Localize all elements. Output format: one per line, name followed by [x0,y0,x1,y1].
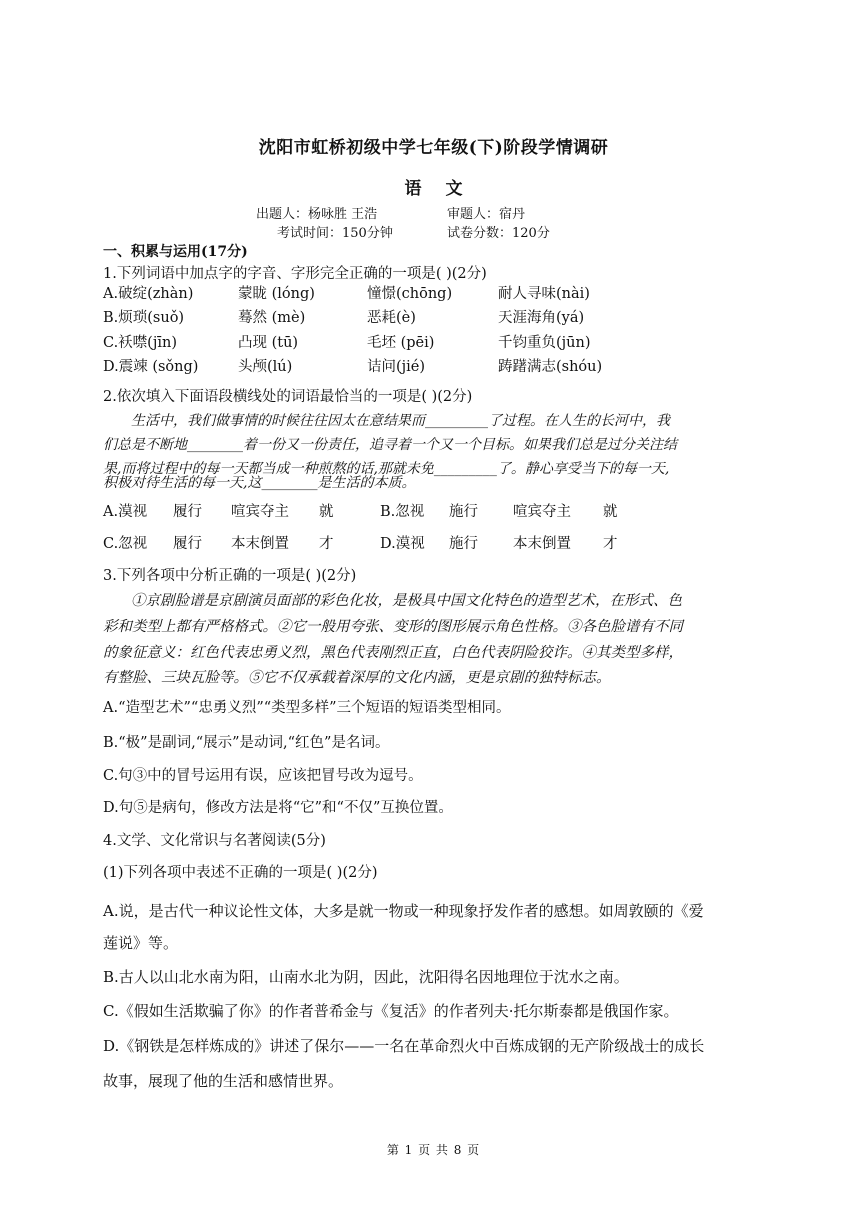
q2-option-word: 喧宾夺主 [231,504,289,520]
q3-passage-line: 彩和类型上都有严格格式。②它一般用夸张、变形的图形展示角色性格。③各色脸谱有不同 [103,619,683,635]
q2-option-word: 施行 [449,504,478,520]
exam-title: 沈阳市虹桥初级中学七年级(下)阶段学情调研 [258,138,609,158]
q1-option-cell: 诘问(jié) [367,359,426,375]
q4-option-continued: 莲说》等。 [103,934,179,952]
q2-option-word: 就 [603,504,618,520]
q2-option-word: 就 [319,504,334,520]
q2-option-word: 施行 [449,536,478,552]
q1-option-cell: D.震竦 (sǒng) [103,359,199,375]
q2-stem: 2.依次填入下面语段横线处的词语最恰当的一项是( )(2分) [103,389,473,405]
q4-sub1-stem: (1)下列各项中表述不正确的一项是( )(2分) [103,865,378,881]
q3-passage-line: 有整脸、三块瓦脸等。⑤它不仅承载着深厚的文化内涵，更是京剧的独特标志。 [103,670,611,686]
section-heading: 一、积累与运用(17分) [103,244,248,260]
q3-passage-line: 的象征意义：红色代表忠勇义烈，黑色代表刚烈正直，白色代表阴险狡诈。④其类型多样， [103,645,683,661]
q1-option-cell: 毛坯 (pēi) [367,335,435,351]
exam-score: 试卷分数：120分 [447,226,550,241]
q2-option-word: 履行 [173,536,202,552]
q2-option-word: 才 [603,536,618,552]
q1-stem: 1.下列词语中加点字的字音、字形完全正确的一项是( )(2分) [103,266,487,282]
q1-option-cell: C.袄噤(jīn) [103,335,177,351]
q1-option-cell: 头颅(lú) [238,359,293,375]
q2-option-word: 才 [319,536,334,552]
q1-option-cell: 耐人寻味(nài) [498,286,590,302]
q4-option: A.说，是古代一种议论性文体，大多是就一物或一种现象抒发作者的感想。如周敦颐的《爱 [103,902,704,920]
q3-option: C.句③中的冒号运用有误，应该把冒号改为逗号。 [103,768,423,784]
q2-option-word: C.忽视 [103,536,148,552]
q1-option-cell: B.烦琐(suǒ) [103,310,185,326]
q1-option-cell: 蒙眬 (lóng) [238,286,315,302]
q2-option-word: D.漠视 [380,536,425,552]
q1-option-cell: 恶耗(è) [367,310,416,326]
q1-option-cell: 天涯海角(yá) [498,310,585,326]
q2-option-word: A.漠视 [103,504,148,520]
setter-info: 出题人：杨咏胜 王浩 [256,207,378,222]
q2-option-word: 本末倒置 [513,536,571,552]
q1-option-cell: 蓦然 (mè) [238,310,306,326]
q3-option: B.“极”是副词,“展示”是动词,“红色”是名词。 [103,735,390,751]
page-footer: 第 1 页 共 8 页 [386,1143,481,1157]
q4-option: C.《假如生活欺骗了你》的作者普希金与《复活》的作者列夫·托尔斯泰都是俄国作家。 [103,1002,679,1020]
q2-passage-line: 们总是不断地________着一份又一份责任，追寻着一个又一个目标。如果我们总是过分关注结 [103,437,677,453]
q2-passage-line: 生活中，我们做事情的时候往往因太在意结果而_________了过程。在人生的长河中，我 [131,413,670,429]
q3-option: D.句⑤是病句，修改方法是将“它”和“不仅”互换位置。 [103,800,453,816]
q1-option-cell: A.破绽(zhàn) [103,286,194,302]
q2-option-word: 喧宾夺主 [513,504,571,520]
q3-option: A.“造型艺术”“忠勇义烈”“类型多样”三个短语的短语类型相同。 [103,700,511,716]
q2-passage-line: 果,而将过程中的每一天都当成一种煎熬的话,那就未免_________了。静心享受当下的每一天, [103,461,670,477]
q3-passage-line: ①京剧脸谱是京剧演员面部的彩色化妆，是极具中国文化特色的造型艺术，在形式、色 [131,593,682,609]
q4-option-continued: 故事，展现了他的生活和感情世界。 [103,1072,344,1090]
q4-stem: 4.文学、文化常识与名著阅读(5分) [103,833,326,849]
q2-option-word: B.忽视 [380,504,425,520]
q4-option: B.古人以山北水南为阳，山南水北为阴，因此，沈阳得名因地理位于沈水之南。 [103,968,629,986]
q1-option-cell: 凸现 (tū) [238,335,299,351]
q1-option-cell: 憧憬(chōng) [367,286,453,302]
reviewer-info: 审题人：宿丹 [447,207,526,222]
q2-passage-line: 积极对待生活的每一天,这________是生活的本质。 [103,475,416,491]
q2-option-word: 本末倒置 [231,536,289,552]
q2-option-word: 履行 [173,504,202,520]
q3-stem: 3.下列各项中分析正确的一项是( )(2分) [103,568,357,584]
subject-title: 语文 [404,179,487,199]
q4-option: D.《钢铁是怎样炼成的》讲述了保尔——一名在革命烈火中百炼成钢的无产阶级战士的成长 [103,1037,705,1055]
q1-option-cell: 千钧重负(jūn) [498,335,591,351]
exam-time: 考试时间：150分钟 [277,226,393,241]
q1-option-cell: 踌躇满志(shóu) [498,359,603,375]
